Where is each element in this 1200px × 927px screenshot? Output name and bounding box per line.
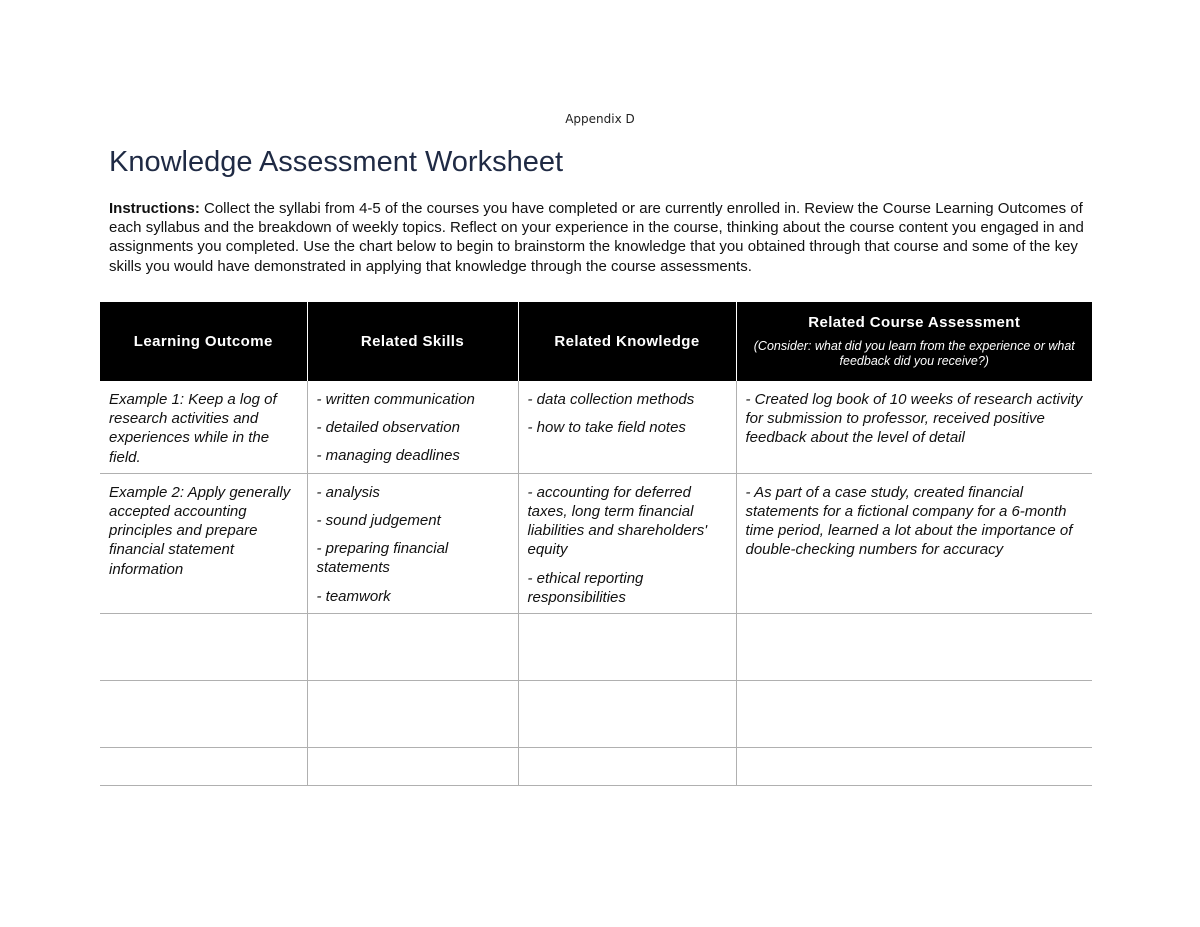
table-row [100, 473, 1092, 613]
knowledge-item: - how to take field notes [527, 419, 686, 437]
empty-cell[interactable] [518, 681, 736, 748]
skill-item: - preparing financial statements [316, 540, 449, 577]
skill-item: - detailed observation [316, 419, 460, 437]
header-related-course-assessment [736, 302, 1092, 381]
empty-cell[interactable] [100, 614, 307, 681]
table-row [100, 381, 1092, 473]
header-learning-outcome [100, 302, 307, 381]
instructions-text: Collect the syllabi from 4-5 of the courses you have completed or are currently enrolled in. Review the Course Learning Outcomes of each syllabus and the breakdown of weekly topics. Reflect on your experience in the course, thinking about the course content you engaged in and assignments you completed. Use the chart below to begin to brainstorm the knowledge that you obtained through that course and some of the key skills you would have demonstrated in applying that knowledge through the course assessments. [109, 200, 1084, 275]
table-header-row [100, 302, 1092, 381]
empty-table-row [100, 614, 1092, 681]
outcome-text: Example 1: Keep a log of research activities and experiences while in the field. [109, 391, 277, 466]
header-related-course-assessment-label: Related Course Assessment [808, 313, 1021, 331]
header-related-skills [307, 302, 518, 381]
skill-item: - managing deadlines [316, 447, 460, 465]
cell-outcome [100, 473, 307, 613]
empty-cell[interactable] [736, 748, 1092, 786]
worksheet-table [100, 302, 1092, 786]
skill-item: - written communication [316, 391, 475, 408]
empty-cell[interactable] [100, 748, 307, 786]
instructions [109, 199, 1084, 276]
empty-cell[interactable] [307, 614, 518, 681]
empty-cell[interactable] [307, 748, 518, 786]
empty-cell[interactable] [736, 614, 1092, 681]
empty-cell[interactable] [307, 681, 518, 748]
empty-cell[interactable] [518, 614, 736, 681]
page-title: Knowledge Assessment Worksheet [109, 146, 564, 178]
outcome-text: Example 2: Apply generally accepted accounting principles and prepare financial statement information [109, 483, 291, 578]
empty-cell[interactable] [518, 748, 736, 786]
header-assessment-note: (Consider: what did you learn from the experience or what feedback did you receive?) [753, 338, 1075, 368]
instructions-label: Instructions: [109, 200, 200, 217]
empty-cell[interactable] [736, 681, 1092, 748]
knowledge-item: - ethical reporting responsibilities [527, 569, 644, 606]
knowledge-item: - data collection methods [527, 391, 695, 408]
header-related-skills-label: Related Skills [360, 333, 465, 350]
assessment-text: - As part of a case study, created financial statements for a fictional company for a 6-month time period, learned a lot about the importance of double-checking numbers for accuracy [745, 483, 1073, 559]
cell-assessment [736, 473, 1092, 613]
skill-item: - teamwork [316, 587, 391, 605]
header-related-knowledge-label: Related Knowledge [554, 333, 700, 350]
cell-knowledge [518, 473, 736, 613]
empty-table-row [100, 681, 1092, 748]
empty-table-row [100, 748, 1092, 786]
assessment-text: - Created log book of 10 weeks of research activity for submission to professor, received positive feedback about the level of detail [745, 391, 1083, 447]
cell-skills [307, 381, 518, 473]
empty-cell[interactable] [100, 681, 307, 748]
header-related-knowledge [518, 302, 736, 381]
cell-knowledge [518, 381, 736, 473]
skill-item: - sound judgement [316, 512, 441, 530]
cell-assessment [736, 381, 1092, 473]
cell-skills [307, 473, 518, 613]
knowledge-item: - accounting for deferred taxes, long term financial liabilities and shareholders' equity [527, 483, 708, 559]
header-learning-outcome-label: Learning Outcome [133, 333, 273, 350]
page-header: Appendix D [565, 112, 635, 126]
skill-item: - analysis [316, 483, 380, 501]
cell-outcome [100, 381, 307, 473]
